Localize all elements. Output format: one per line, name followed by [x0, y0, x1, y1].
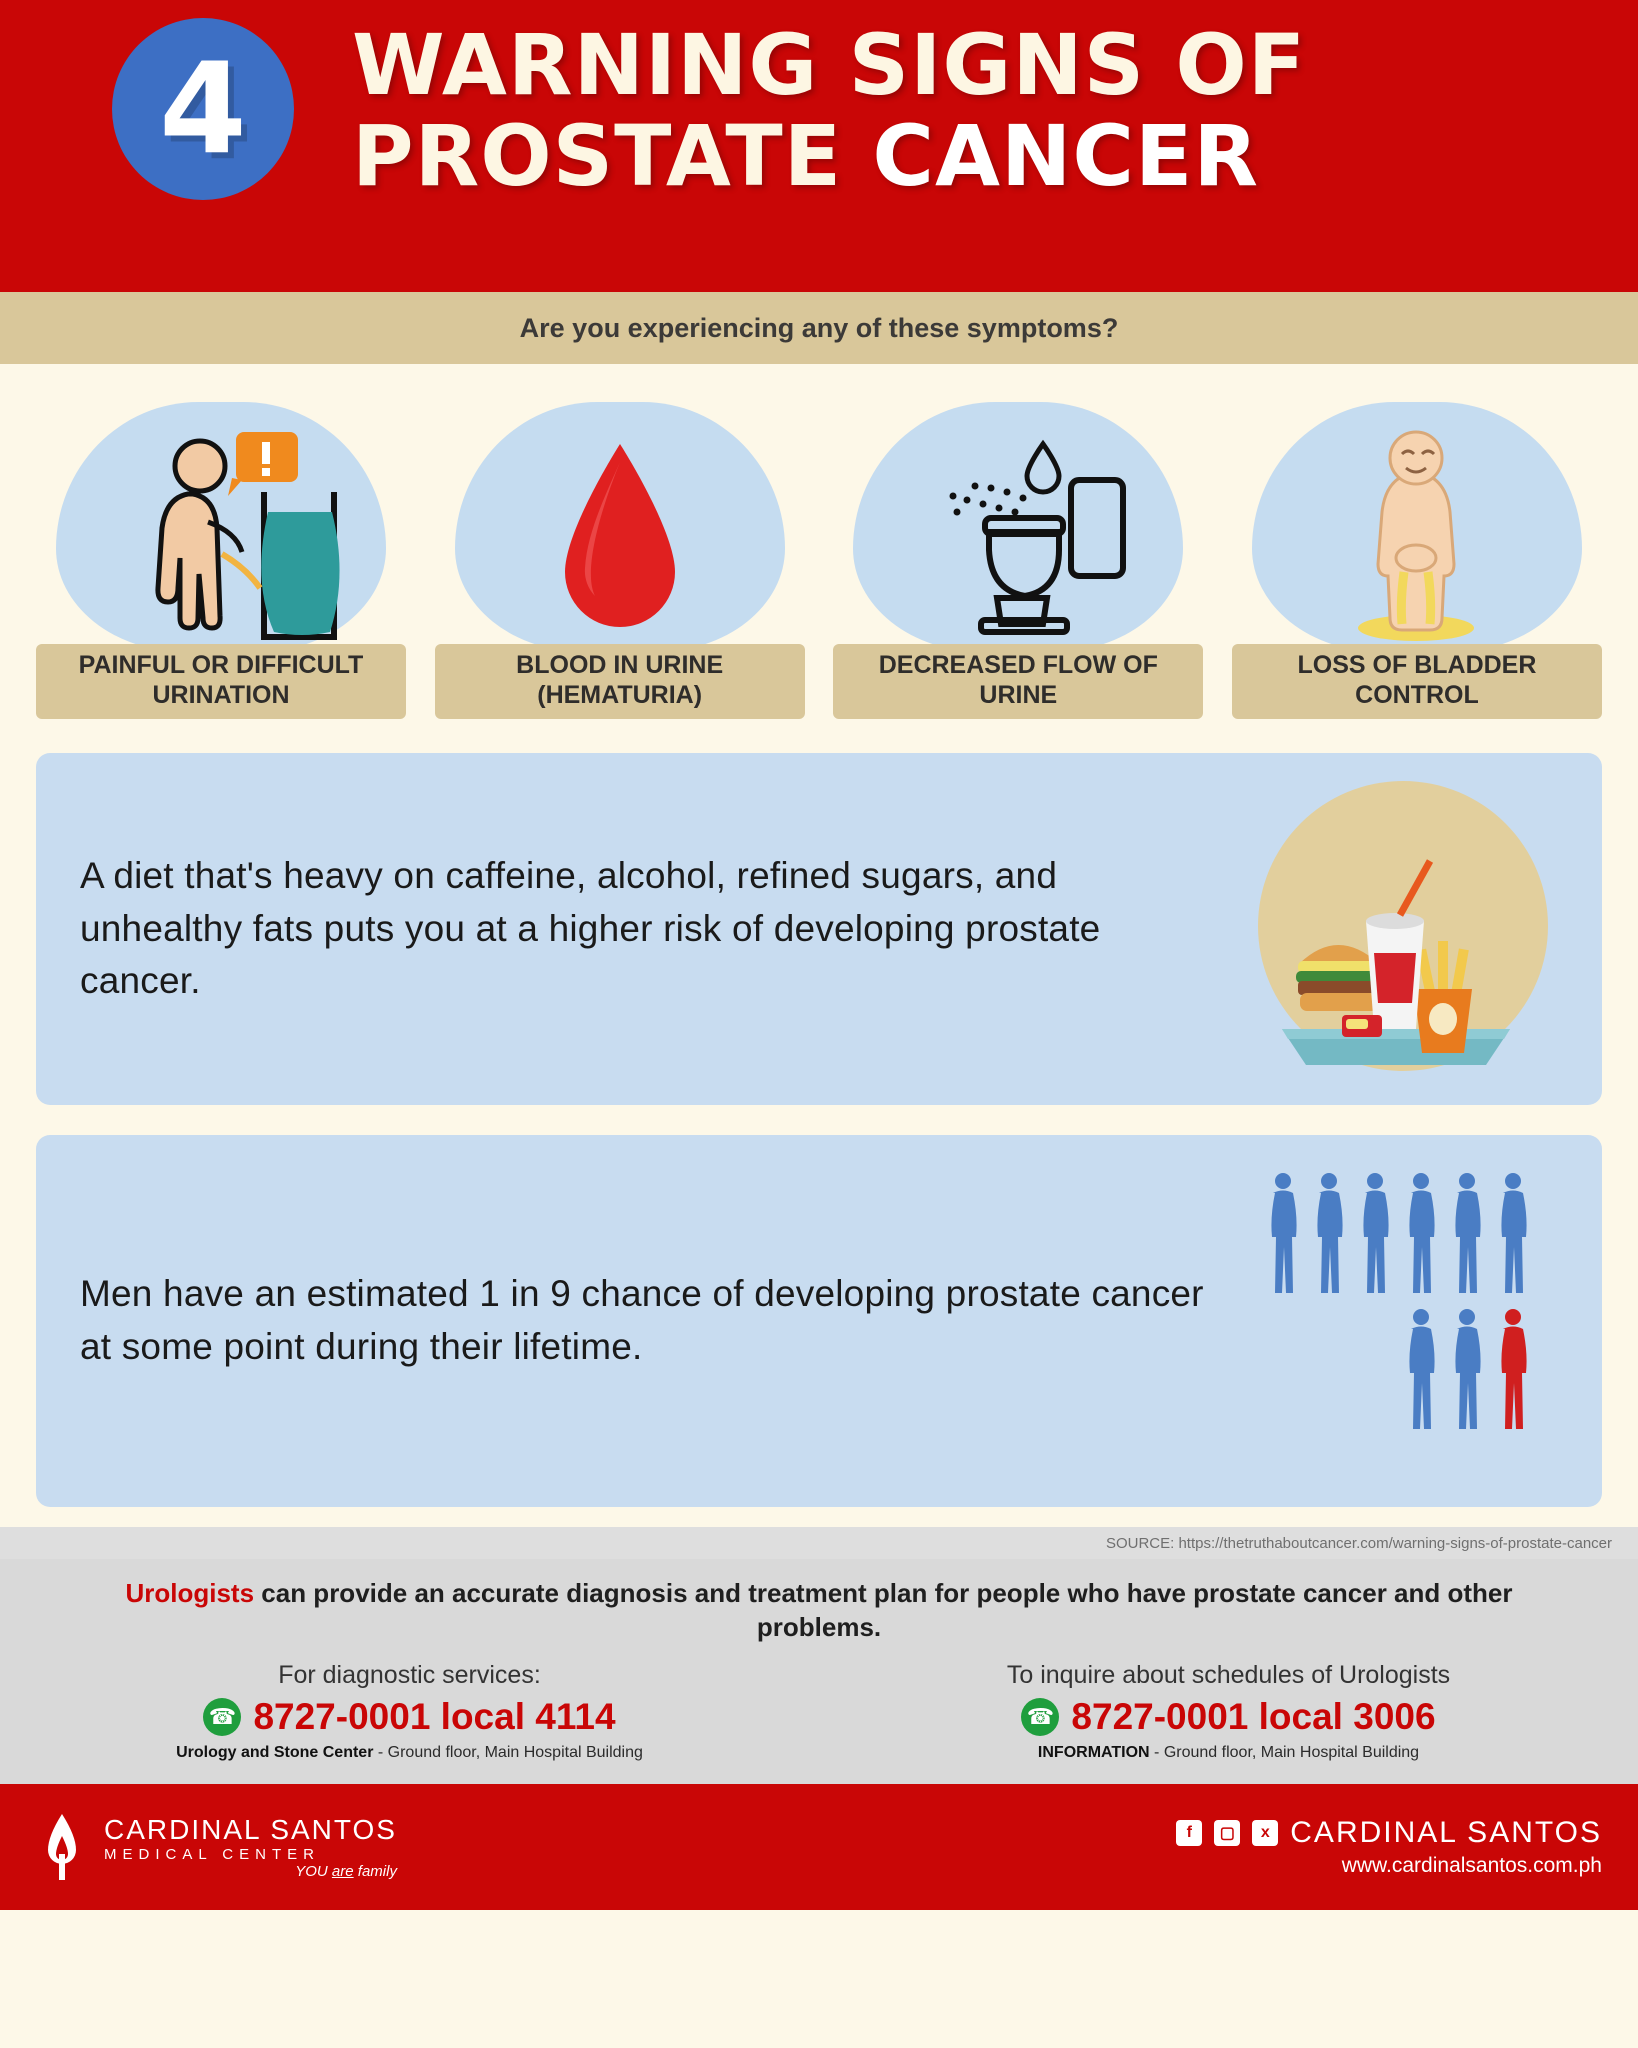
- subhead-text: Are you experiencing any of these symptoms?: [519, 312, 1119, 343]
- footer-bar: [0, 1784, 1638, 1910]
- symptom-icon-circle: [455, 402, 785, 652]
- symptom-label: LOSS OF BLADDER CONTROL: [1232, 644, 1602, 719]
- phone-icon: ☎: [1021, 1698, 1059, 1736]
- flame-logo-icon: [36, 1810, 88, 1884]
- title-line-2-word-1: PROSTATE: [352, 106, 843, 205]
- header-banner: [0, 0, 1638, 292]
- man-figure: [1402, 1169, 1440, 1299]
- incontinence-man-icon: [1292, 422, 1542, 652]
- twitter-icon[interactable]: x: [1252, 1820, 1278, 1846]
- man-figure: [1448, 1169, 1486, 1299]
- contact-note: [0, 1744, 819, 1762]
- man-figure: [1448, 1305, 1486, 1435]
- contact-caption: For diagnostic services:: [278, 1660, 541, 1689]
- toilet-low-flow-icon: [893, 422, 1143, 652]
- title-line-2-word-2: CANCER: [872, 106, 1260, 205]
- fact-art: [1252, 753, 1572, 1105]
- website-url[interactable]: www.cardinalsantos.com.ph: [1341, 1853, 1602, 1877]
- symptom-item: [833, 402, 1203, 719]
- instagram-icon[interactable]: ▢: [1214, 1820, 1240, 1846]
- man-figure: [1494, 1169, 1532, 1299]
- contact-caption: To inquire about schedules of Urologists: [1006, 1660, 1451, 1689]
- subhead-bar: [0, 292, 1638, 364]
- blood-drop-icon: [495, 422, 745, 652]
- man-figure-highlighted: [1494, 1305, 1532, 1435]
- social-handle: CARDINAL SANTOS: [1290, 1815, 1602, 1849]
- man-figure: [1264, 1169, 1302, 1299]
- symptoms-row: [0, 364, 1638, 729]
- fact-panel-diet: [36, 753, 1602, 1105]
- social-block: [1176, 1816, 1602, 1878]
- contact-note: [819, 1744, 1638, 1762]
- brand-subname: MEDICAL CENTER: [104, 1845, 320, 1863]
- contact-lead-highlight: Urologists: [125, 1578, 255, 1608]
- symptom-label: BLOOD IN URINE (HEMATURIA): [435, 644, 805, 719]
- symptom-icon-circle: [853, 402, 1183, 652]
- fast-food-tray-icon: [1246, 793, 1566, 1105]
- brand-block: [36, 1810, 397, 1884]
- contact-note-rest: - Ground floor, Main Hospital Building: [1149, 1743, 1420, 1761]
- contact-phone[interactable]: 8727-0001 local 3006: [1071, 1695, 1436, 1737]
- page-title: [352, 16, 1307, 205]
- brand-tagline: [104, 1863, 397, 1880]
- symptom-icon-circle: [1252, 402, 1582, 652]
- man-figure: [1402, 1305, 1440, 1435]
- symptom-item: [1232, 402, 1602, 719]
- fact-panel-odds: [36, 1135, 1602, 1507]
- phone-icon: ☎: [203, 1698, 241, 1736]
- title-line-1: WARNING SIGNS OF: [352, 16, 1307, 114]
- contact-section: [0, 1559, 1638, 1784]
- facebook-icon[interactable]: f: [1176, 1820, 1202, 1846]
- symptom-label: DECREASED FLOW OF URINE: [833, 644, 1203, 719]
- man-figure: [1310, 1169, 1348, 1299]
- fact-text: A diet that's heavy on caffeine, alcohol, refined sugars, and unhealthy fats puts you at a higher risk of developing prostate cancer.: [80, 855, 1101, 1002]
- source-bar: [0, 1527, 1638, 1559]
- contact-lead-rest: can provide an accurate diagnosis and treatment plan for people who have prostate cancer and other problems.: [254, 1578, 1513, 1642]
- man-urinating-icon: [96, 422, 346, 652]
- brand-tagline-em: are: [331, 1862, 354, 1880]
- contact-phone[interactable]: 8727-0001 local 4114: [253, 1695, 616, 1737]
- brand-tagline-pre: YOU: [295, 1862, 332, 1880]
- fact-art: [1252, 1135, 1572, 1507]
- contact-note-bold: Urology and Stone Center: [176, 1743, 374, 1761]
- contact-note-rest: - Ground floor, Main Hospital Building: [373, 1743, 643, 1761]
- number-badge: [112, 18, 294, 200]
- contact-lead: [0, 1569, 1638, 1645]
- symptom-item: [435, 402, 805, 719]
- source-text: SOURCE: https://thetruthaboutcancer.com/warning-signs-of-prostate-cancer: [1105, 1534, 1612, 1552]
- symptom-item: [36, 402, 406, 719]
- contact-column: [819, 1661, 1638, 1762]
- fact-text: Men have an estimated 1 in 9 chance of developing prostate cancer at some point during their lifetime.: [80, 1273, 1204, 1367]
- contact-note-bold: INFORMATION: [1037, 1743, 1150, 1761]
- number-badge-value: 4: [159, 35, 247, 182]
- symptom-icon-circle: [56, 402, 386, 652]
- brand-tagline-post: family: [353, 1862, 397, 1880]
- symptom-label: PAINFUL OR DIFFICULT URINATION: [36, 644, 406, 719]
- nine-men-figures-icon: [1252, 1169, 1532, 1435]
- contact-column: [0, 1661, 819, 1762]
- man-figure: [1356, 1169, 1394, 1299]
- brand-name: CARDINAL SANTOS: [104, 1813, 397, 1845]
